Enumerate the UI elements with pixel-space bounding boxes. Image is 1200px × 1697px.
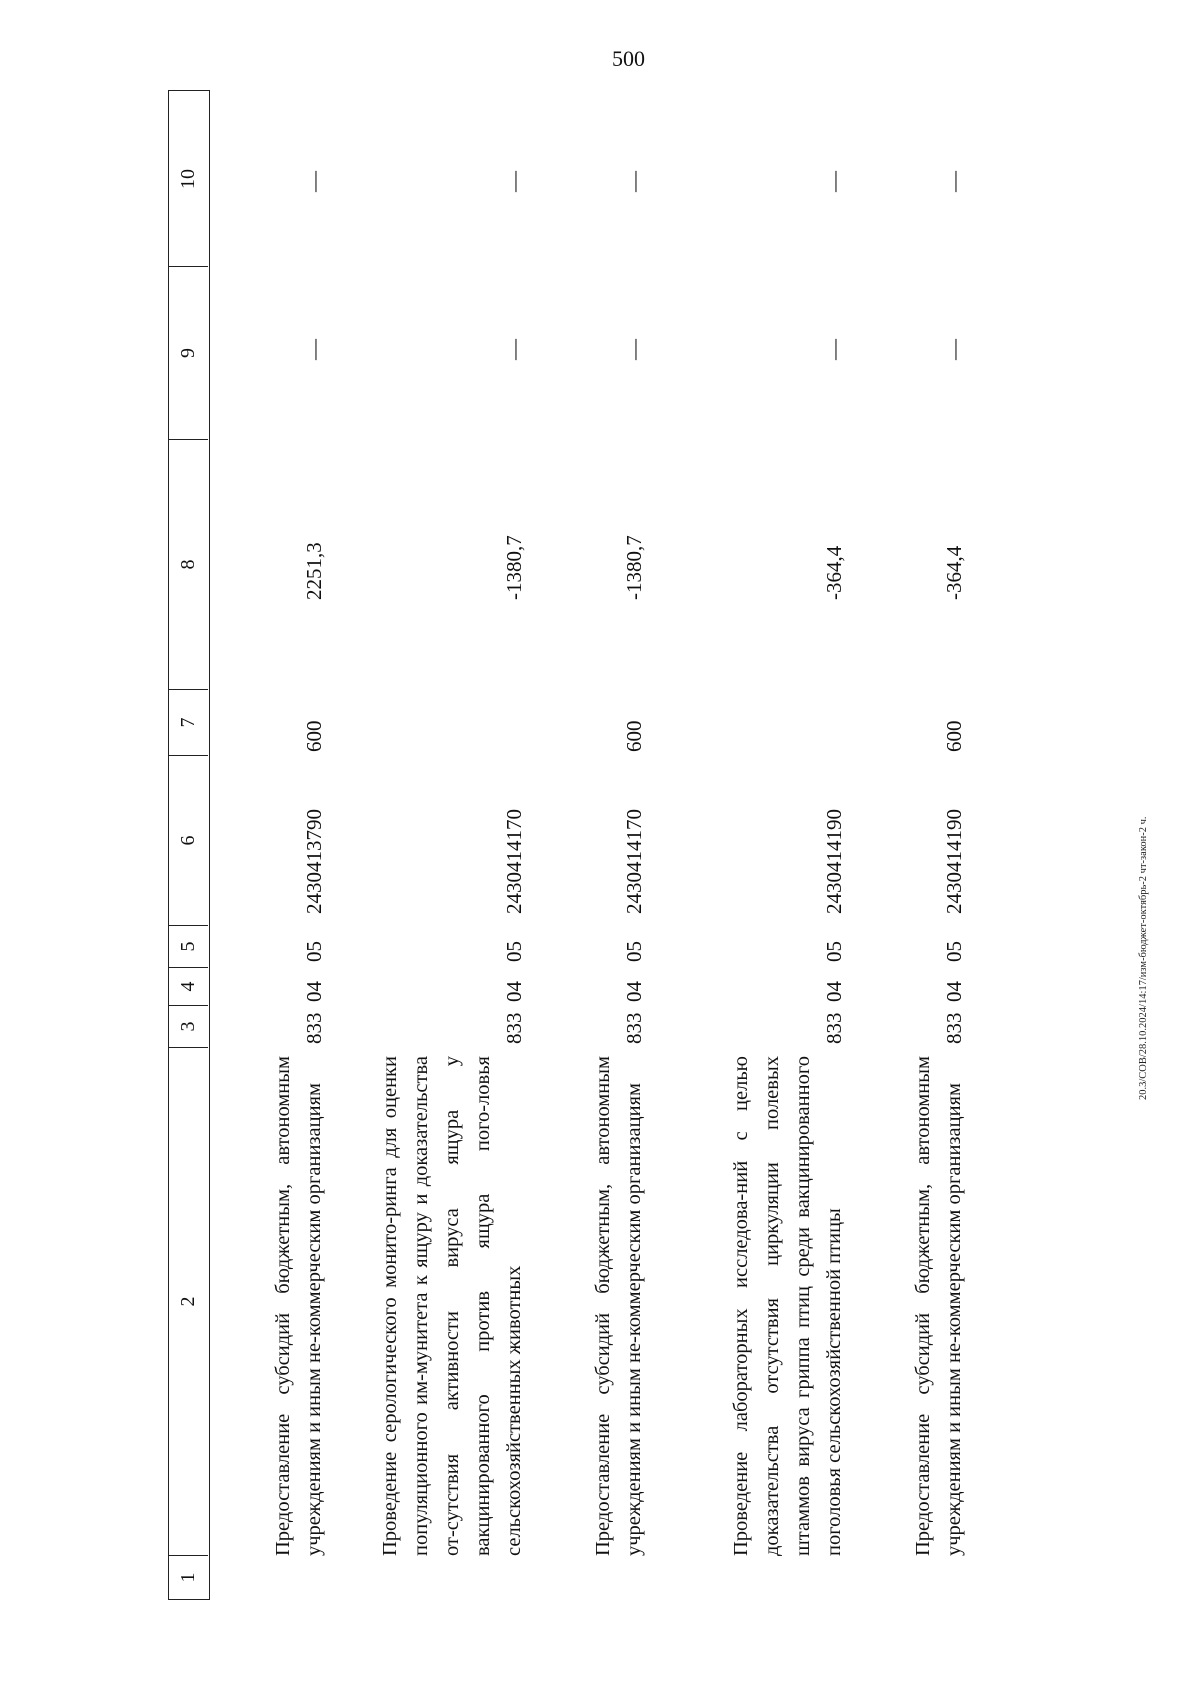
cell-col-4: 04 bbox=[502, 981, 526, 1002]
cell-col-10: — bbox=[502, 171, 526, 192]
cell-col-8: -1380,7 bbox=[502, 535, 526, 600]
cell-col-5: 05 bbox=[822, 941, 846, 962]
cell-col-3: 833 bbox=[502, 1012, 526, 1044]
cell-col-6: 2430414170 bbox=[622, 809, 646, 914]
cell-col-3: 833 bbox=[622, 1012, 646, 1044]
cell-col-10: — bbox=[942, 171, 966, 192]
cell-col-5: 05 bbox=[942, 941, 966, 962]
cell-col-6: 2430414190 bbox=[822, 809, 846, 914]
cell-col-5: 05 bbox=[302, 941, 326, 962]
header-col-7: 7 bbox=[169, 689, 208, 755]
cell-col-5: 05 bbox=[622, 941, 646, 962]
cell-col-10: — bbox=[822, 171, 846, 192]
cell-col-3: 833 bbox=[942, 1012, 966, 1044]
header-col-8: 8 bbox=[169, 439, 208, 689]
footer-note: 20.3/СОВ/28.10.2024/14:17/изм-бюджет-октябрь-2 чт-закон-2 ч. bbox=[1138, 816, 1149, 1100]
cell-col-9: — bbox=[502, 339, 526, 360]
cell-col-9: — bbox=[302, 339, 326, 360]
header-col-4: 4 bbox=[169, 967, 208, 1005]
page-number: 500 bbox=[612, 46, 645, 71]
table-row bbox=[530, 90, 650, 1600]
cell-col-8: -1380,7 bbox=[622, 535, 646, 600]
cell-col-6: 2430414170 bbox=[502, 809, 526, 914]
cell-col-6: 2430413790 bbox=[302, 809, 326, 914]
header-col-5: 5 bbox=[169, 925, 208, 967]
cell-col-7: 600 bbox=[302, 720, 326, 752]
header-col-3: 3 bbox=[169, 1005, 208, 1047]
budget-table bbox=[168, 90, 1048, 1600]
cell-col-9: — bbox=[622, 339, 646, 360]
cell-col-4: 04 bbox=[622, 981, 646, 1002]
cell-col-3: 833 bbox=[302, 1012, 326, 1044]
cell-col-10: — bbox=[302, 171, 326, 192]
table-row bbox=[850, 90, 970, 1600]
cell-col-7: 600 bbox=[622, 720, 646, 752]
header-col-2: 2 bbox=[169, 1047, 208, 1555]
table-header-row bbox=[168, 90, 210, 1600]
cell-col-4: 04 bbox=[942, 981, 966, 1002]
cell-col-9: — bbox=[822, 339, 846, 360]
table-row bbox=[650, 90, 850, 1600]
header-col-9: 9 bbox=[169, 266, 208, 439]
cell-col-8: -364,4 bbox=[822, 545, 846, 600]
header-col-1: 1 bbox=[169, 1555, 208, 1599]
header-col-6: 6 bbox=[169, 755, 208, 925]
row-name: Предоставление субсидий бюджетным, автономным учреждениям и иным не-коммерческим организациям bbox=[272, 1056, 325, 1556]
cell-col-4: 04 bbox=[302, 981, 326, 1002]
header-col-10: 10 bbox=[177, 169, 199, 189]
cell-col-10: — bbox=[622, 171, 646, 192]
row-name: Проведение серологического монито-ринга для оценки популяционного им-мунитета к ящуру и доказательства от-сутствия активности вируса ящура у вакцинированного против ящура пого-ловья сельскохозяйственных животных bbox=[379, 1056, 525, 1556]
cell-col-4: 04 bbox=[822, 981, 846, 1002]
cell-col-6: 2430414190 bbox=[942, 809, 966, 914]
row-name: Предоставление субсидий бюджетным, автономным учреждениям и иным не-коммерческим организациям bbox=[592, 1056, 645, 1556]
cell-col-8: 2251,3 bbox=[302, 542, 326, 600]
row-name: Предоставление субсидий бюджетным, автономным учреждениям и иным не-коммерческим организациям bbox=[912, 1056, 965, 1556]
cell-col-5: 05 bbox=[502, 941, 526, 962]
table-row bbox=[330, 90, 530, 1600]
cell-col-8: -364,4 bbox=[942, 545, 966, 600]
row-name: Проведение лабораторных исследова-ний с целью доказательства отсутствия циркуляции полевых штаммов вируса гриппа птиц среди вакцинированного поголовья сельскохозяйственной птицы bbox=[730, 1056, 845, 1556]
table-row bbox=[210, 90, 330, 1600]
cell-col-3: 833 bbox=[822, 1012, 846, 1044]
cell-col-9: — bbox=[942, 339, 966, 360]
cell-col-7: 600 bbox=[942, 720, 966, 752]
